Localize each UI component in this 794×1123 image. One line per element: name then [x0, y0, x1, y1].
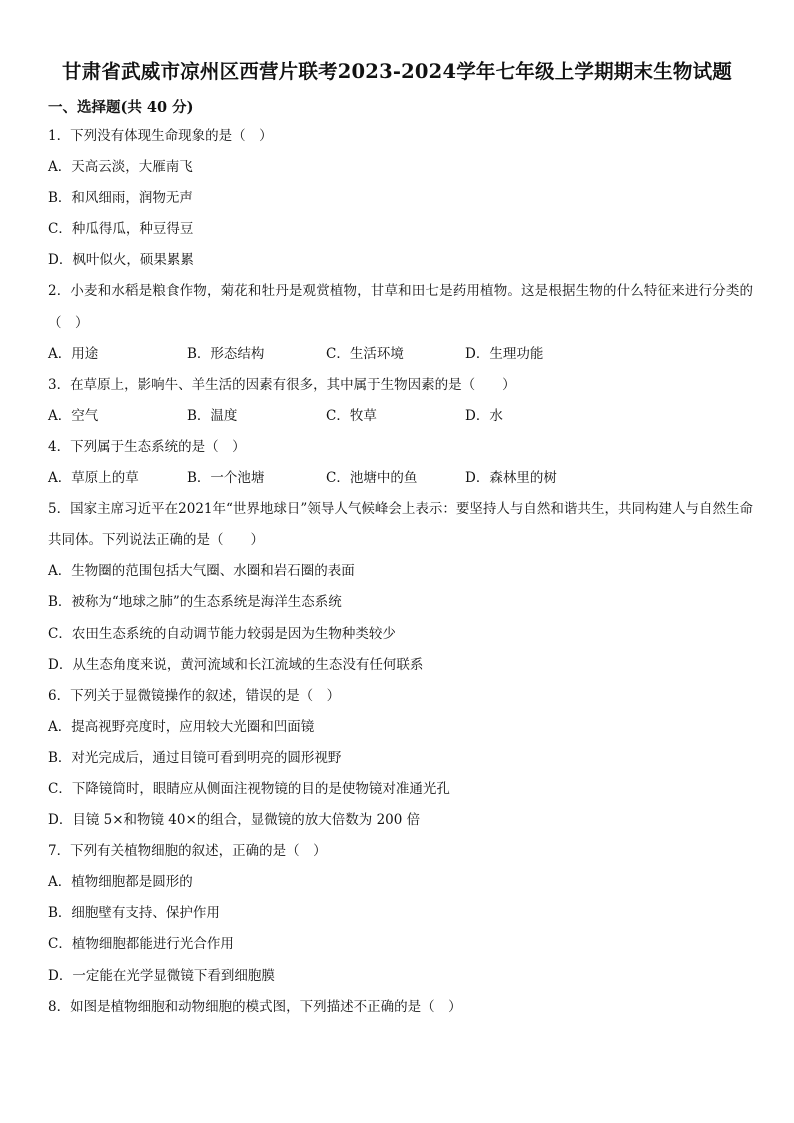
question-4-option-b[interactable]: B．一个池塘: [187, 470, 265, 487]
question-3-options: [48, 401, 753, 432]
question-4-option-a[interactable]: A．草原上的草: [48, 470, 139, 487]
question-3-option-a[interactable]: A．空气: [48, 407, 99, 424]
question-5-option-d[interactable]: D．从生态角度来说，黄河流域和长江流域的生态没有任何联系: [48, 656, 424, 673]
question-2-option-c[interactable]: C．生活环境: [326, 345, 404, 362]
question-8-stem: 8．如图是植物细胞和动物细胞的模式图，下列描述不正确的是（ ）: [48, 998, 462, 1015]
question-2-option-b[interactable]: B．形态结构: [187, 345, 265, 362]
question-5-option-b[interactable]: B．被称为“地球之肺”的生态系统是海洋生态系统: [48, 594, 342, 611]
question-7-option-a[interactable]: A．植物细胞都是圆形的: [48, 874, 193, 891]
question-3-option-c[interactable]: C．牧草: [326, 407, 377, 424]
question-3-stem: 3．在草原上，影响牛、羊生活的因素有很多，其中属于生物因素的是（ ）: [48, 376, 516, 393]
question-3-option-b[interactable]: B．温度: [187, 407, 238, 424]
question-list: [48, 121, 753, 1023]
question-7-option-b[interactable]: B．细胞壁有支持、保护作用: [48, 905, 220, 922]
question-6-option-b[interactable]: B．对光完成后，通过目镜可看到明亮的圆形视野: [48, 749, 342, 766]
question-2-stem: 2．小麦和水稻是粮食作物，菊花和牡丹是观赏植物，甘草和田七是药用植物。这是根据生物的什么特征来进行分类的（ ）: [48, 283, 753, 331]
page-title: 甘肃省武威市凉州区西营片联考2023-2024学年七年级上学期期末生物试题: [61, 60, 733, 83]
question-2-option-a[interactable]: A．用途: [48, 345, 99, 362]
question-7-option-d[interactable]: D．一定能在光学显微镜下看到细胞膜: [48, 967, 275, 984]
question-6-option-d[interactable]: D．目镜 5×和物镜 40×的组合，显微镜的放大倍数为 200 倍: [48, 812, 421, 829]
question-5-option-a[interactable]: A．生物圈的范围包括大气圈、水圈和岩石圈的表面: [48, 563, 355, 580]
question-5-stem: 5．国家主席习近平在2021年“世界地球日”领导人气候峰会上表示：要坚持人与自然和谐共生，共同构建人与自然生命共同体。下列说法正确的是（ ）: [48, 501, 753, 549]
question-6-option-a[interactable]: A．提高视野亮度时，应用较大光圈和凹面镜: [48, 718, 315, 735]
question-1-option-d[interactable]: D．枫叶似火，硕果累累: [48, 252, 194, 269]
question-6-option-c[interactable]: C．下降镜筒时，眼睛应从侧面注视物镜的目的是使物镜对准通光孔: [48, 780, 450, 797]
question-1-option-a[interactable]: A．天高云淡，大雁南飞: [48, 159, 193, 176]
question-2-options: [48, 339, 753, 370]
question-4-option-c[interactable]: C．池塘中的鱼: [326, 470, 418, 487]
question-1-option-b[interactable]: B．和风细雨，润物无声: [48, 190, 193, 207]
question-6-stem: 6．下列关于显微镜操作的叙述，错误的是（ ）: [48, 687, 341, 704]
question-3-option-d[interactable]: D．水: [465, 407, 503, 424]
question-1-option-c[interactable]: C．种瓜得瓜，种豆得豆: [48, 221, 194, 238]
question-2-option-d[interactable]: D．生理功能: [465, 345, 544, 362]
question-4-stem: 4．下列属于生态系统的是（ ）: [48, 438, 246, 455]
section-heading: 一、选择题(共 40 分): [48, 99, 194, 116]
question-5-option-c[interactable]: C．农田生态系统的自动调节能力较弱是因为生物种类较少: [48, 625, 396, 642]
question-1-stem: 1．下列没有体现生命现象的是（ ）: [48, 128, 273, 144]
question-7-option-c[interactable]: C．植物细胞都能进行光合作用: [48, 936, 234, 953]
question-4-option-d[interactable]: D．森林里的树: [465, 470, 557, 487]
question-4-options: [48, 463, 753, 494]
question-7-stem: 7．下列有关植物细胞的叙述，正确的是（ ）: [48, 843, 327, 860]
